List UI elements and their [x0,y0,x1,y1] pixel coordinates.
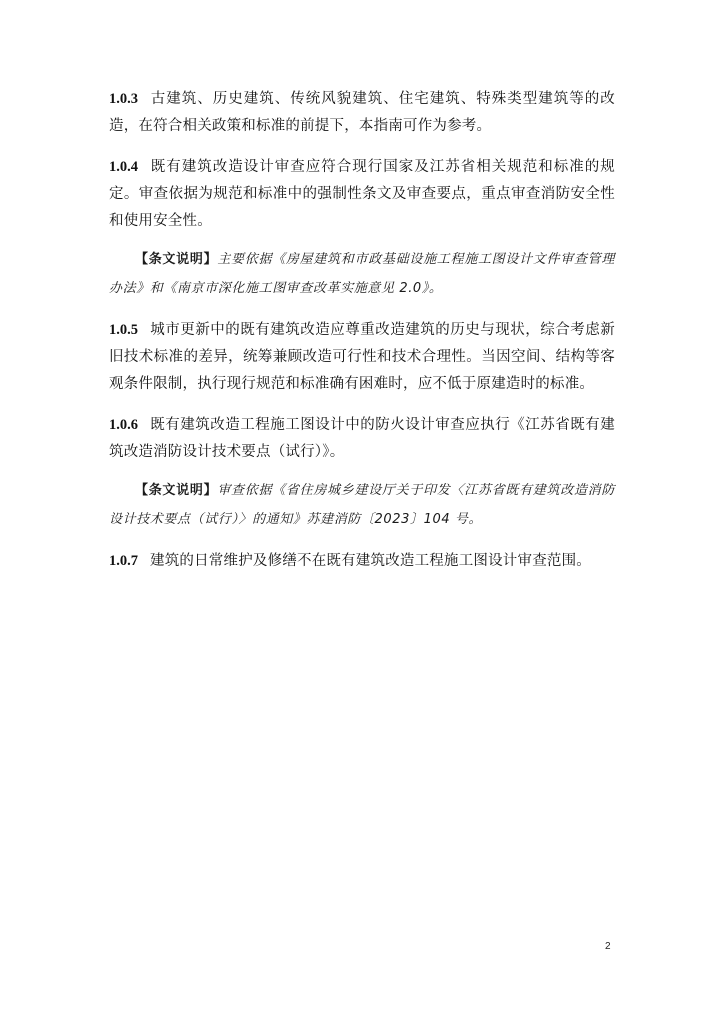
note-tag: 【条文说明】 [135,483,218,498]
clause-number: 1.0.4 [109,159,138,175]
clause-1-0-6 [109,412,615,466]
clause-text: 既有建筑改造工程施工图设计中的防火设计审查应执行《江苏省既有建筑改造消防设计技术要点（试行）》。 [109,417,615,460]
note-text: 审查依据《省住房城乡建设厅关于印发〈江苏省既有建筑改造消防设计技术要点（试行）〉的通知》苏建消防〔2023〕104 号。 [109,483,615,527]
clause-text: 既有建筑改造设计审查应符合现行国家及江苏省相关规范和标准的规定。审查依据为规范和标准中的强制性条文及审查要点，重点审查消防安全性和使用安全性。 [109,159,615,229]
clause-number: 1.0.6 [109,417,138,433]
clause-1-0-5 [109,317,615,398]
clause-1-0-4 [109,154,615,235]
clause-number: 1.0.7 [109,553,138,569]
clause-1-0-3 [109,86,615,140]
note-text: 主要依据《房屋建筑和市政基础设施工程施工图设计文件审查管理办法》和《南京市深化施工图审查改革实施意见 2.0》。 [109,252,615,296]
page-number: 2 [605,941,611,952]
clause-text: 古建筑、历史建筑、传统风貌建筑、住宅建筑、特殊类型建筑等的改造，在符合相关政策和标准的前提下，本指南可作为参考。 [109,91,615,134]
page-content [109,86,615,589]
clause-note-1-0-6 [109,476,615,534]
clause-note-1-0-4 [109,245,615,303]
clause-1-0-7 [109,548,615,575]
clause-number: 1.0.5 [109,322,138,338]
clause-number: 1.0.3 [109,91,138,107]
clause-text: 建筑的日常维护及修缮不在既有建筑改造工程施工图设计审查范围。 [150,553,591,569]
note-tag: 【条文说明】 [135,252,218,267]
clause-text: 城市更新中的既有建筑改造应尊重改造建筑的历史与现状，综合考虑新旧技术标准的差异，统筹兼顾改造可行性和技术合理性。当因空间、结构等客观条件限制，执行现行规范和标准确有困难时，应不低于原建造时的标准。 [109,322,615,392]
